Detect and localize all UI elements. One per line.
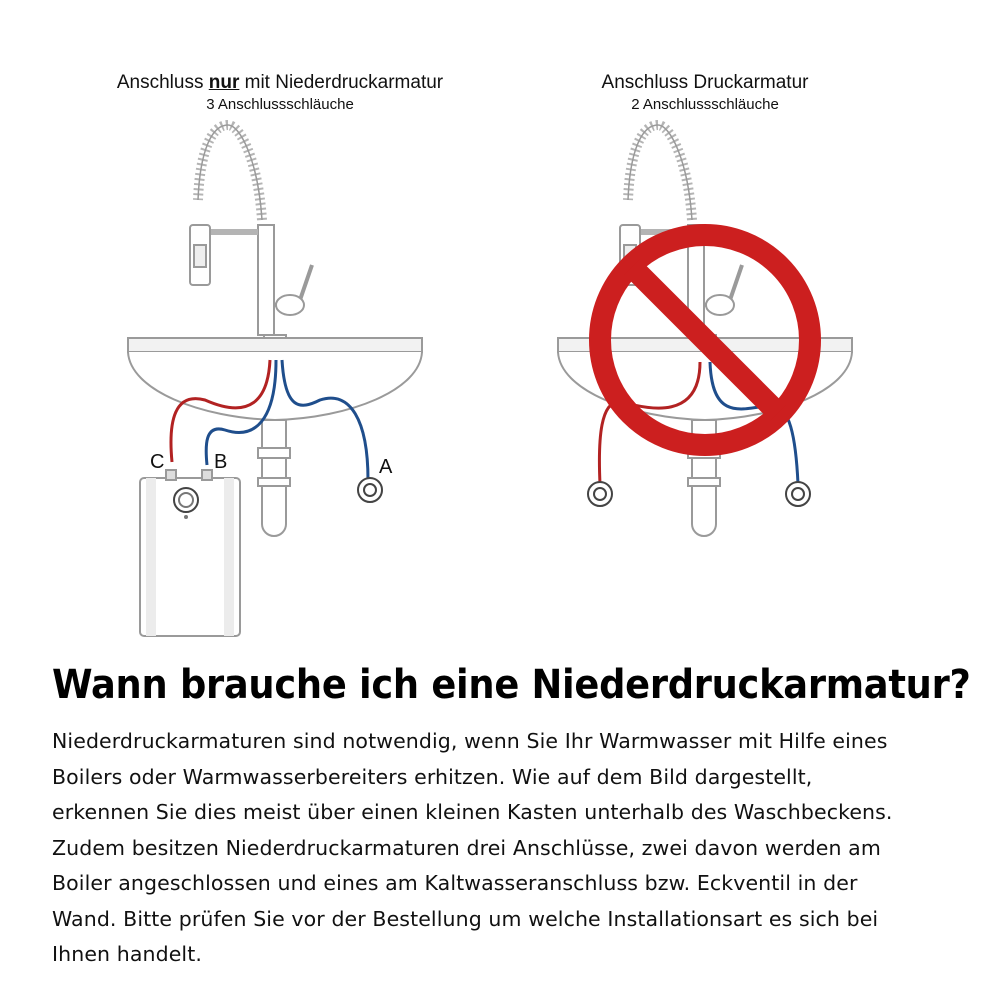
caption-pressure-subtitle: 2 Anschlussschläuche [631, 96, 779, 113]
label-a: A [379, 456, 393, 478]
caption-pressure [540, 72, 870, 113]
headline: Wann brauche ich eine Niederdruckarmatur? [52, 662, 971, 708]
connector-right-icon [786, 482, 810, 506]
caption-low-pressure [60, 72, 500, 113]
body-line: Boiler angeschlossen und eines am Kaltwasseranschluss bzw. Eckventil in der [52, 871, 858, 895]
body-line: Niederdruckarmaturen sind notwendig, wenn Sie Ihr Warmwasser mit Hilfe eines [52, 729, 888, 753]
connector-left-icon [588, 482, 612, 506]
label-c: C [150, 451, 165, 473]
body-line: Wand. Bitte prüfen Sie vor der Bestellung um welche Installationsart es sich bei [52, 906, 879, 931]
caption-low-pressure-subtitle: 3 Anschlussschläuche [206, 96, 354, 113]
caption-low-pressure-title: Anschluss nur mit Niederdruckarmatur [116, 72, 444, 93]
body-paragraph [52, 724, 972, 973]
label-b: B [214, 451, 228, 473]
angle-valve-connector-icon [358, 478, 382, 502]
body-line: Ihnen handelt. [52, 942, 202, 966]
caption-pressure-title: Anschluss Druckarmatur [601, 72, 809, 93]
body-line: Zudem besitzen Niederdruckarmaturen drei Anschlüsse, zwei davon werden am [52, 835, 881, 860]
boiler-icon [140, 470, 240, 636]
body-line: erkennen Sie dies meist über einen kleinen Kasten unterhalb des Waschbeckens. [52, 800, 893, 824]
body-line: Boilers oder Warmwasserbereiters erhitzen. Wie auf dem Bild dargestellt, [52, 764, 813, 789]
